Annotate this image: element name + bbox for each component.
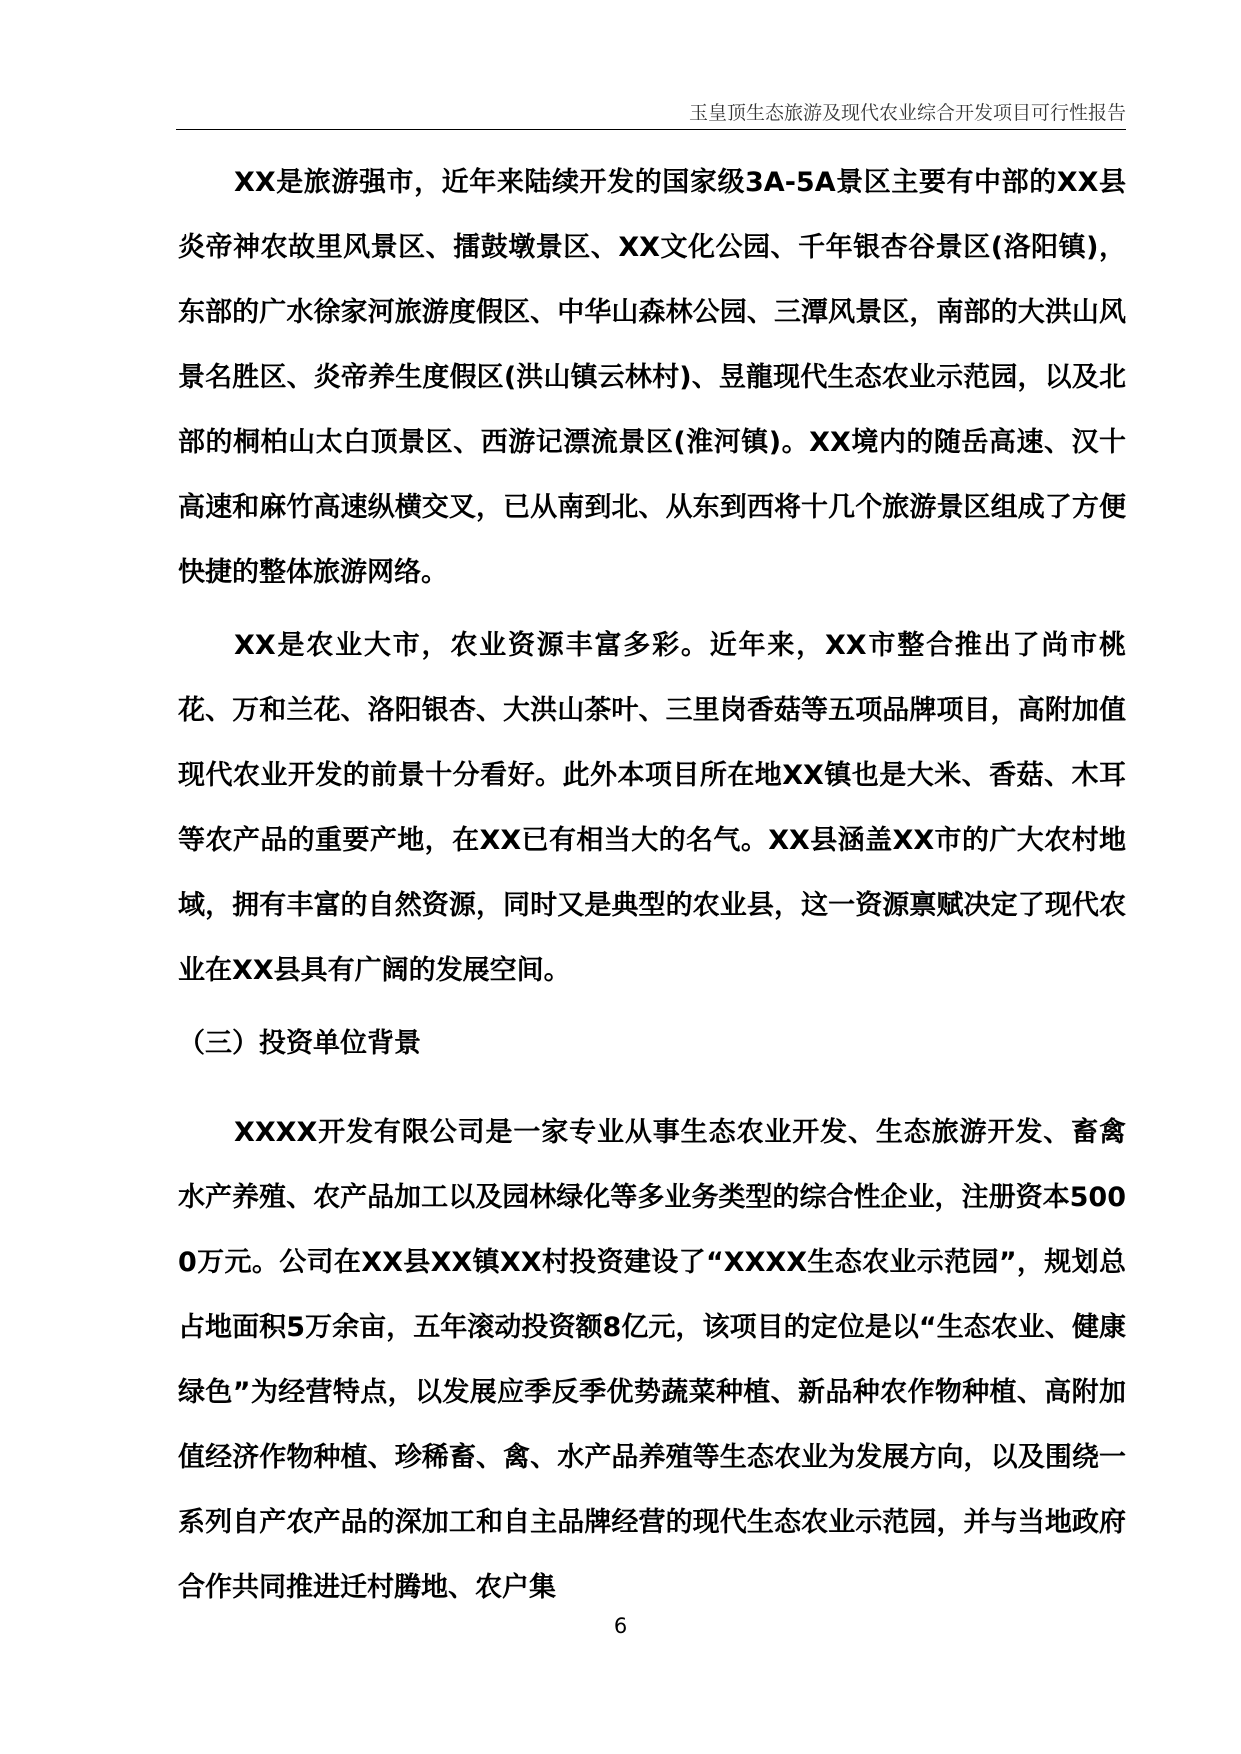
paragraph-investor [178, 1100, 1126, 1620]
paragraph-text: XXXX开发有限公司是一家专业从事生态农业开发、生态旅游开发、畜禽水产养殖、农产品加工以及园林绿化等多业务类型的综合性企业，注册资本5000万元。公司在XX县XX镇XX村投资建设了“XXXX生态农业示范园”，规划总占地面积5万余亩，五年滚动投资额8亿元，该项目的定位是以“生态农业、健康绿色”为经营特点，以发展应季反季优势蔬菜种植、新品种农作物种植、高附加值经济作物种植、珍稀畜、禽、水产品养殖等生态农业为发展方向，以及围绕一系列自产农产品的深加工和自主品牌经营的现代生态农业示范园，并与当地政府合作共同推进迁村腾地、农户集 [178, 1117, 1126, 1603]
page-header: 玉皇顶生态旅游及现代农业综合开发项目可行性报告 [688, 102, 1126, 124]
paragraph-agriculture [178, 613, 1126, 1003]
paragraph-text: XX是旅游强市，近年来陆续开发的国家级3A-5A景区主要有中部的XX县炎帝神农故里风景区、擂鼓墩景区、XX文化公园、千年银杏谷景区(洛阳镇)，东部的广水徐家河旅游度假区、中华山森林公园、三潭风景区，南部的大洪山风景名胜区、炎帝养生度假区(洪山镇云林村)、昱龍现代生态农业示范园，以及北部的桐柏山太白顶景区、西游记漂流景区(淮河镇)。XX境内的随岳高速、汉十高速和麻竹高速纵横交叉，已从南到北、从东到西将十几个旅游景区组成了方便快捷的整体旅游网络。 [178, 167, 1126, 588]
section-heading: （三）投资单位背景 [178, 1028, 421, 1059]
header-divider [176, 129, 1126, 130]
paragraph-text: XX是农业大市，农业资源丰富多彩。近年来，XX市整合推出了尚市桃花、万和兰花、洛阳银杏、大洪山茶叶、三里岗香菇等五项品牌项目，高附加值现代农业开发的前景十分看好。此外本项目所在地XX镇也是大米、香菇、木耳等农产品的重要产地，在XX已有相当大的名气。XX县涵盖XX市的广大农村地域，拥有丰富的自然资源，同时又是典型的农业县，这一资源禀赋决定了现代农业在XX县具有广阔的发展空间。 [178, 630, 1126, 986]
paragraph-tourism [178, 150, 1126, 605]
document-body [178, 150, 1126, 1628]
page-number: 6 [613, 1614, 628, 1638]
